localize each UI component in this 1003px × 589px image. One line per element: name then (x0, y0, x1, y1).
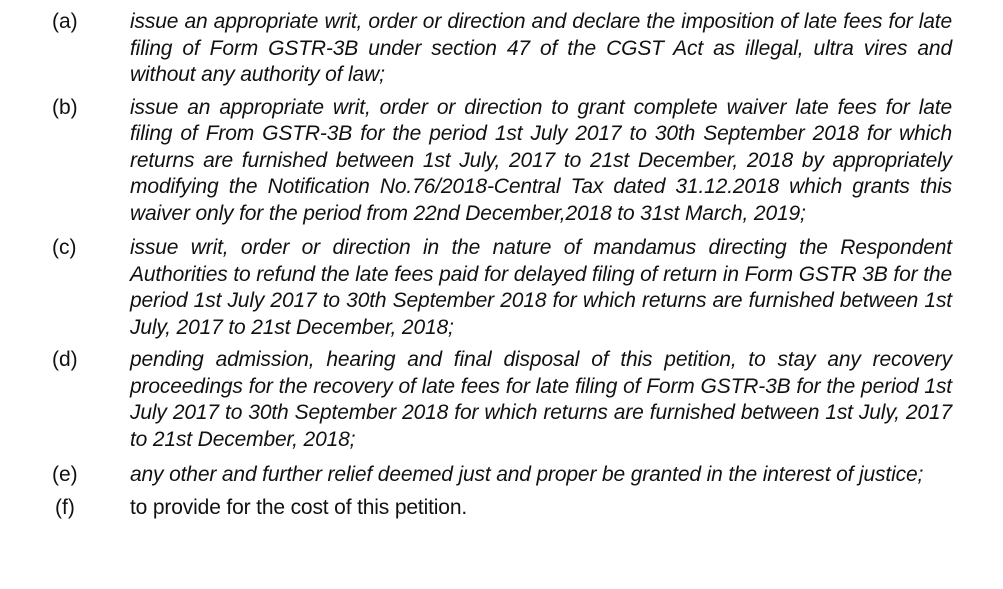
item-text-d: pending admission, hearing and final disposal of this petition, to stay any recovery proceedings for the recovery of late fees for late filing of Form GSTR-3B for the period 1st July 2017 to 30th September 2018 for which returns are furnished between 1st July, 2017 to 21st December, 2018; (130, 348, 952, 451)
prayer-item-e (0, 462, 1003, 489)
prayer-item-c (0, 235, 1003, 341)
item-text-c: issue writ, order or direction in the nature of mandamus directing the Respondent Authorities to refund the late fees paid for delayed filing of return in Form GSTR 3B for the period 1st July 2017 to 30th September 2018 for which returns are furnished between 1st July, 2017 to 21st December, 2018; (130, 236, 952, 339)
prayer-item-a (0, 9, 1003, 89)
item-marker-b: (b) (52, 95, 78, 119)
prayer-item-d (0, 347, 1003, 453)
item-marker-f: (f) (55, 495, 75, 519)
prayer-item-b (0, 95, 1003, 228)
item-marker-d: (d) (52, 348, 78, 371)
item-text-e: any other and further relief deemed just and proper be granted in the interest of justice; (130, 463, 924, 486)
item-text-f: to provide for the cost of this petition. (130, 495, 468, 519)
item-text-b: issue an appropriate writ, order or direction to grant complete waiver late fees for late filing of From GSTR-3B for the period 1st July 2017 to 30th September 2018 for which returns are furnished between 1st July, 2017 to 21st December, 2018 by appropriately modifying the Notification No.76/2018-Central Tax dated 31.12.2018 which grants this waiver only for the period from 22nd December,2018 to 31st March, 2019; (130, 95, 952, 225)
prayer-list (0, 9, 1003, 521)
item-marker-e: (e) (52, 463, 78, 486)
item-marker-c: (c) (52, 236, 77, 259)
item-text-a: issue an appropriate writ, order or direction and declare the imposition of late fees for late filing of Form GSTR-3B under section 47 of the CGST Act as illegal, ultra vires and without any authority of law; (130, 10, 952, 86)
item-marker-a: (a) (52, 10, 78, 33)
prayer-item-f (0, 495, 1003, 522)
